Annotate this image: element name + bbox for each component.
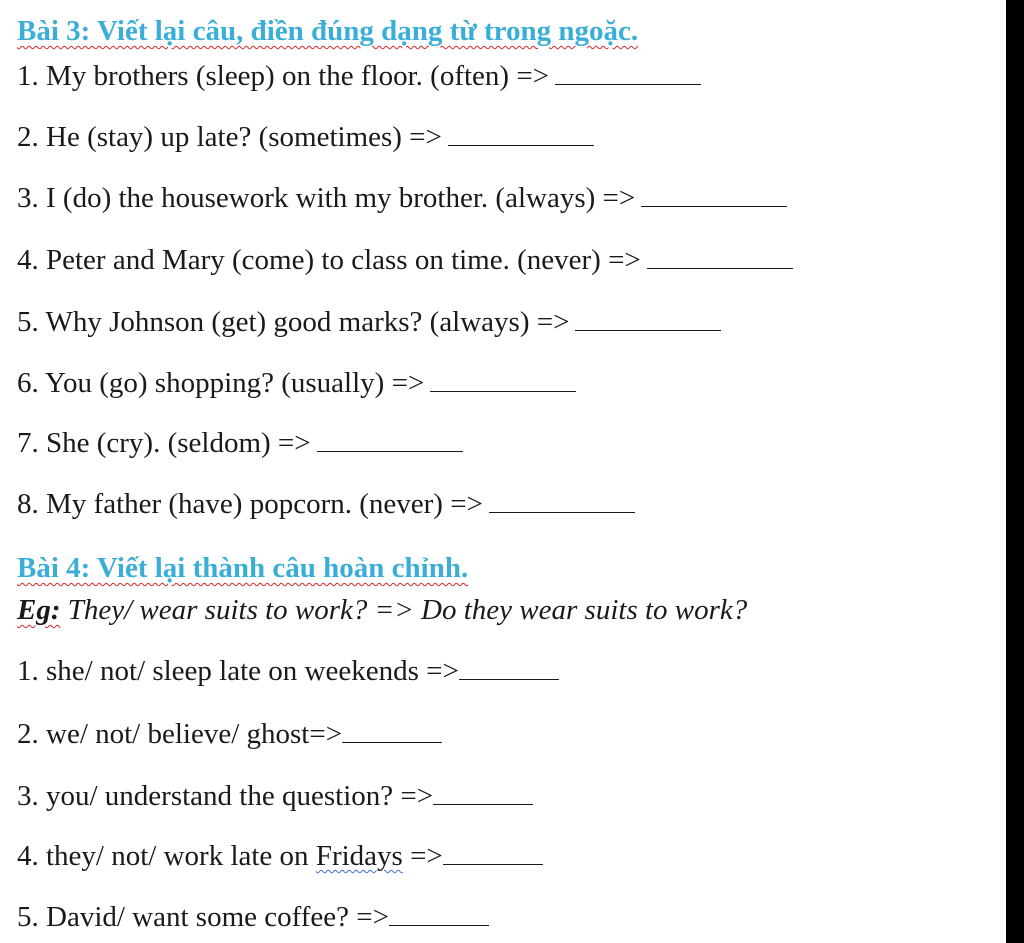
answer-blank[interactable] [443,838,543,865]
ex3-item-6 [17,365,576,400]
answer-blank[interactable] [317,425,463,452]
ex4-item-5-text: 5. David/ want some coffee? => [17,901,390,933]
ex4-item-4 [17,838,543,873]
ex3-item-1-text: 1. My brothers (sleep) on the floor. (often) => [17,60,550,92]
ex4-item-3-text: 3. you/ understand the question? => [17,780,434,812]
answer-blank[interactable] [389,899,489,926]
answer-blank[interactable] [641,180,787,207]
ex3-item-7 [17,425,463,460]
answer-blank[interactable] [433,778,533,805]
answer-blank[interactable] [342,716,442,743]
ex4-item-1-text: 1. she/ not/ sleep late on weekends => [17,655,459,687]
ex3-item-2-text: 2. He (stay) up late? (sometimes) => [17,121,442,153]
ex3-item-8-text: 8. My father (have) popcorn. (never) => [17,488,483,520]
ex4-item-2-text: 2. we/ not/ believe/ ghost=> [17,718,343,750]
ex4-item-5 [17,899,489,934]
ex4-item-4-text: 4. they/ not/ work late on [17,840,309,872]
answer-blank[interactable] [575,304,721,331]
ex4-heading: Bài 4: Viết lại thành câu hoàn chỉnh. [17,552,469,584]
ex3-item-1 [17,58,701,93]
answer-blank[interactable] [489,486,635,513]
ex3-item-2 [17,119,594,154]
ex3-heading: Bài 3: Viết lại câu, điền đúng dạng từ trong ngoặc. [17,15,639,47]
answer-blank[interactable] [430,365,576,392]
ex4-item-4-word: Fridays [315,840,403,872]
answer-blank[interactable] [459,653,559,680]
ex3-item-3 [17,180,787,215]
ex3-item-6-text: 6. You (go) shopping? (usually) => [17,367,425,399]
ex3-item-4-text: 4. Peter and Mary (come) to class on time. (never) => [17,244,641,276]
ex3-item-5 [17,304,721,339]
ex3-item-4 [17,242,793,277]
ex4-item-2 [17,716,442,751]
answer-blank[interactable] [647,242,793,269]
ex4-item-4-tail: => [402,840,443,872]
ex3-item-7-text: 7. She (cry). (seldom) => [17,427,311,459]
ex4-item-3 [17,778,533,813]
answer-blank[interactable] [555,58,701,85]
ex3-item-3-text: 3. I (do) the housework with my brother. (always) => [17,182,636,214]
ex3-item-5-text: 5. Why Johnson (get) good marks? (always) => [17,306,570,338]
ex3-item-8 [17,486,635,521]
ex4-example [17,593,747,627]
example-label: Eg: [17,594,61,626]
example-text: They/ wear suits to work? => Do they wear suits to work? [67,594,748,626]
ex4-item-1 [17,653,559,688]
answer-blank[interactable] [448,119,594,146]
